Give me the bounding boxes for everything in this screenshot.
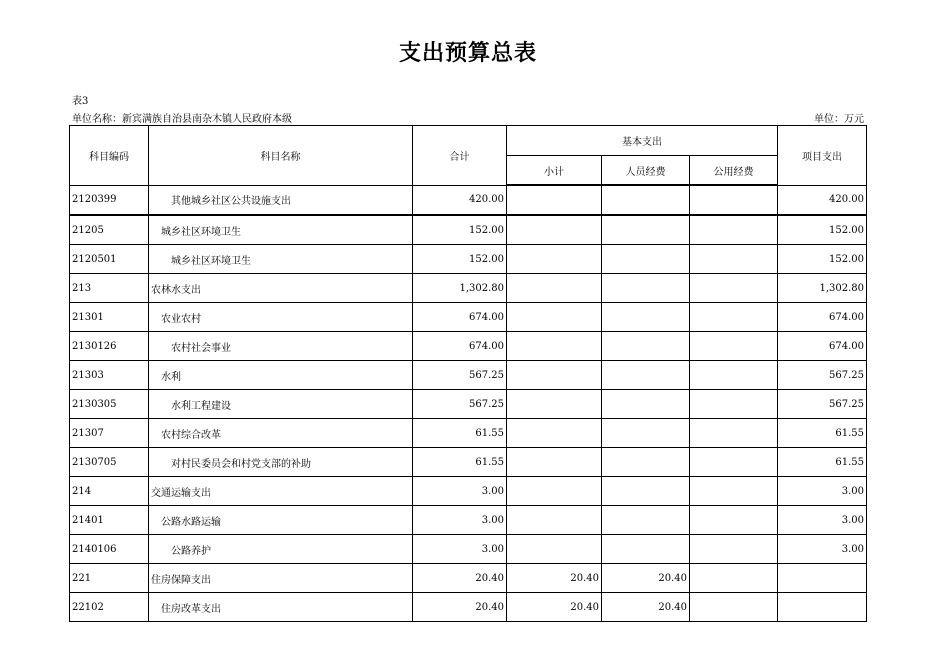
row-personnel: [602, 332, 690, 361]
row-personnel: [602, 419, 690, 448]
row-code: 2130705: [70, 448, 149, 477]
row-total: 1,302.80: [413, 274, 507, 303]
row-project: [778, 593, 867, 622]
table-row: [70, 332, 867, 361]
row-project: [778, 564, 867, 593]
header-public: 公用经费: [690, 156, 778, 186]
table-row: [70, 419, 867, 448]
row-public: [690, 419, 778, 448]
row-public: [690, 477, 778, 506]
row-code: 21307: [70, 419, 149, 448]
table-row: [70, 506, 867, 535]
row-total: 152.00: [413, 215, 507, 245]
table-row: [70, 303, 867, 332]
row-personnel: [602, 361, 690, 390]
row-subtotal: [507, 215, 602, 245]
row-total: 152.00: [413, 245, 507, 274]
row-total: 674.00: [413, 332, 507, 361]
row-name: 住房改革支出: [149, 593, 413, 622]
row-subtotal: [507, 506, 602, 535]
row-public: [690, 245, 778, 274]
row-personnel: [602, 448, 690, 477]
row-public: [690, 332, 778, 361]
row-public: [690, 448, 778, 477]
row-total: 3.00: [413, 477, 507, 506]
row-personnel: [602, 245, 690, 274]
table-row: [70, 390, 867, 419]
row-personnel: [602, 274, 690, 303]
row-personnel: [602, 390, 690, 419]
row-public: [690, 361, 778, 390]
row-name: 农业农村: [149, 303, 413, 332]
row-subtotal: [507, 303, 602, 332]
row-name: 公路养护: [149, 535, 413, 564]
row-code: 2120501: [70, 245, 149, 274]
row-total: 20.40: [413, 593, 507, 622]
unit-name: 单位名称：新宾满族自治县南杂木镇人民政府本级: [72, 114, 292, 125]
row-subtotal: [507, 361, 602, 390]
row-public: [690, 303, 778, 332]
row-name: 其他城乡社区公共设施支出: [149, 185, 413, 215]
row-name: 水利: [149, 361, 413, 390]
row-personnel: [602, 303, 690, 332]
page-title: 支出预算总表: [398, 41, 537, 66]
row-subtotal: [507, 390, 602, 419]
row-name: 城乡社区环境卫生: [149, 215, 413, 245]
header-name: 科目名称: [149, 126, 413, 186]
row-project: 420.00: [778, 185, 867, 215]
table-row: [70, 448, 867, 477]
header-subtotal: 小计: [507, 156, 602, 186]
row-name: 农村综合改革: [149, 419, 413, 448]
row-name: 住房保障支出: [149, 564, 413, 593]
table-row: [70, 564, 867, 593]
row-subtotal: [507, 419, 602, 448]
row-project: 674.00: [778, 303, 867, 332]
row-public: [690, 564, 778, 593]
header-personnel: 人员经费: [602, 156, 690, 186]
row-public: [690, 215, 778, 245]
row-project: 3.00: [778, 535, 867, 564]
row-code: 221: [70, 564, 149, 593]
row-total: 3.00: [413, 535, 507, 564]
row-total: 567.25: [413, 361, 507, 390]
header-basic: 基本支出: [507, 126, 778, 156]
table-row: [70, 361, 867, 390]
row-code: 2140106: [70, 535, 149, 564]
table-row: [70, 477, 867, 506]
row-project: 61.55: [778, 448, 867, 477]
row-code: 22102: [70, 593, 149, 622]
row-subtotal: [507, 274, 602, 303]
row-subtotal: [507, 477, 602, 506]
row-code: 2120399: [70, 185, 149, 215]
header-code: 科目编码: [70, 126, 149, 186]
table-number: 表3: [72, 96, 89, 107]
table-row: [70, 593, 867, 622]
row-project: 61.55: [778, 419, 867, 448]
row-project: 152.00: [778, 215, 867, 245]
table-row: [70, 274, 867, 303]
header-row-1: [70, 126, 867, 156]
row-subtotal: [507, 535, 602, 564]
row-subtotal: 20.40: [507, 564, 602, 593]
row-project: 1,302.80: [778, 274, 867, 303]
row-code: 213: [70, 274, 149, 303]
table-row: [70, 535, 867, 564]
row-total: 61.55: [413, 419, 507, 448]
row-project: 567.25: [778, 361, 867, 390]
row-personnel: [602, 215, 690, 245]
header-total: 合计: [413, 126, 507, 186]
row-subtotal: [507, 245, 602, 274]
row-project: 674.00: [778, 332, 867, 361]
row-subtotal: 20.40: [507, 593, 602, 622]
row-project: 3.00: [778, 477, 867, 506]
row-personnel: [602, 506, 690, 535]
row-code: 21303: [70, 361, 149, 390]
row-total: 3.00: [413, 506, 507, 535]
row-public: [690, 506, 778, 535]
row-public: [690, 185, 778, 215]
header-project: 项目支出: [778, 126, 867, 186]
row-total: 567.25: [413, 390, 507, 419]
row-subtotal: [507, 185, 602, 215]
row-code: 21205: [70, 215, 149, 245]
row-code: 21301: [70, 303, 149, 332]
row-personnel: [602, 535, 690, 564]
row-code: 214: [70, 477, 149, 506]
row-personnel: 20.40: [602, 593, 690, 622]
row-name: 对村民委员会和村党支部的补助: [149, 448, 413, 477]
table-row: [70, 185, 867, 215]
row-project: 3.00: [778, 506, 867, 535]
row-personnel: [602, 477, 690, 506]
row-public: [690, 274, 778, 303]
row-public: [690, 535, 778, 564]
row-name: 水利工程建设: [149, 390, 413, 419]
row-subtotal: [507, 332, 602, 361]
row-project: 567.25: [778, 390, 867, 419]
budget-table: [69, 125, 867, 622]
row-code: 2130305: [70, 390, 149, 419]
row-name: 公路水路运输: [149, 506, 413, 535]
row-total: 20.40: [413, 564, 507, 593]
row-total: 61.55: [413, 448, 507, 477]
row-public: [690, 390, 778, 419]
row-name: 农林水支出: [149, 274, 413, 303]
row-total: 420.00: [413, 185, 507, 215]
row-name: 城乡社区环境卫生: [149, 245, 413, 274]
row-public: [690, 593, 778, 622]
table-row: [70, 245, 867, 274]
row-subtotal: [507, 448, 602, 477]
row-code: 21401: [70, 506, 149, 535]
row-personnel: [602, 185, 690, 215]
unit-label: 单位：万元: [814, 114, 864, 125]
row-code: 2130126: [70, 332, 149, 361]
row-personnel: 20.40: [602, 564, 690, 593]
row-name: 交通运输支出: [149, 477, 413, 506]
row-name: 农村社会事业: [149, 332, 413, 361]
row-total: 674.00: [413, 303, 507, 332]
table-row: [70, 215, 867, 245]
row-project: 152.00: [778, 245, 867, 274]
